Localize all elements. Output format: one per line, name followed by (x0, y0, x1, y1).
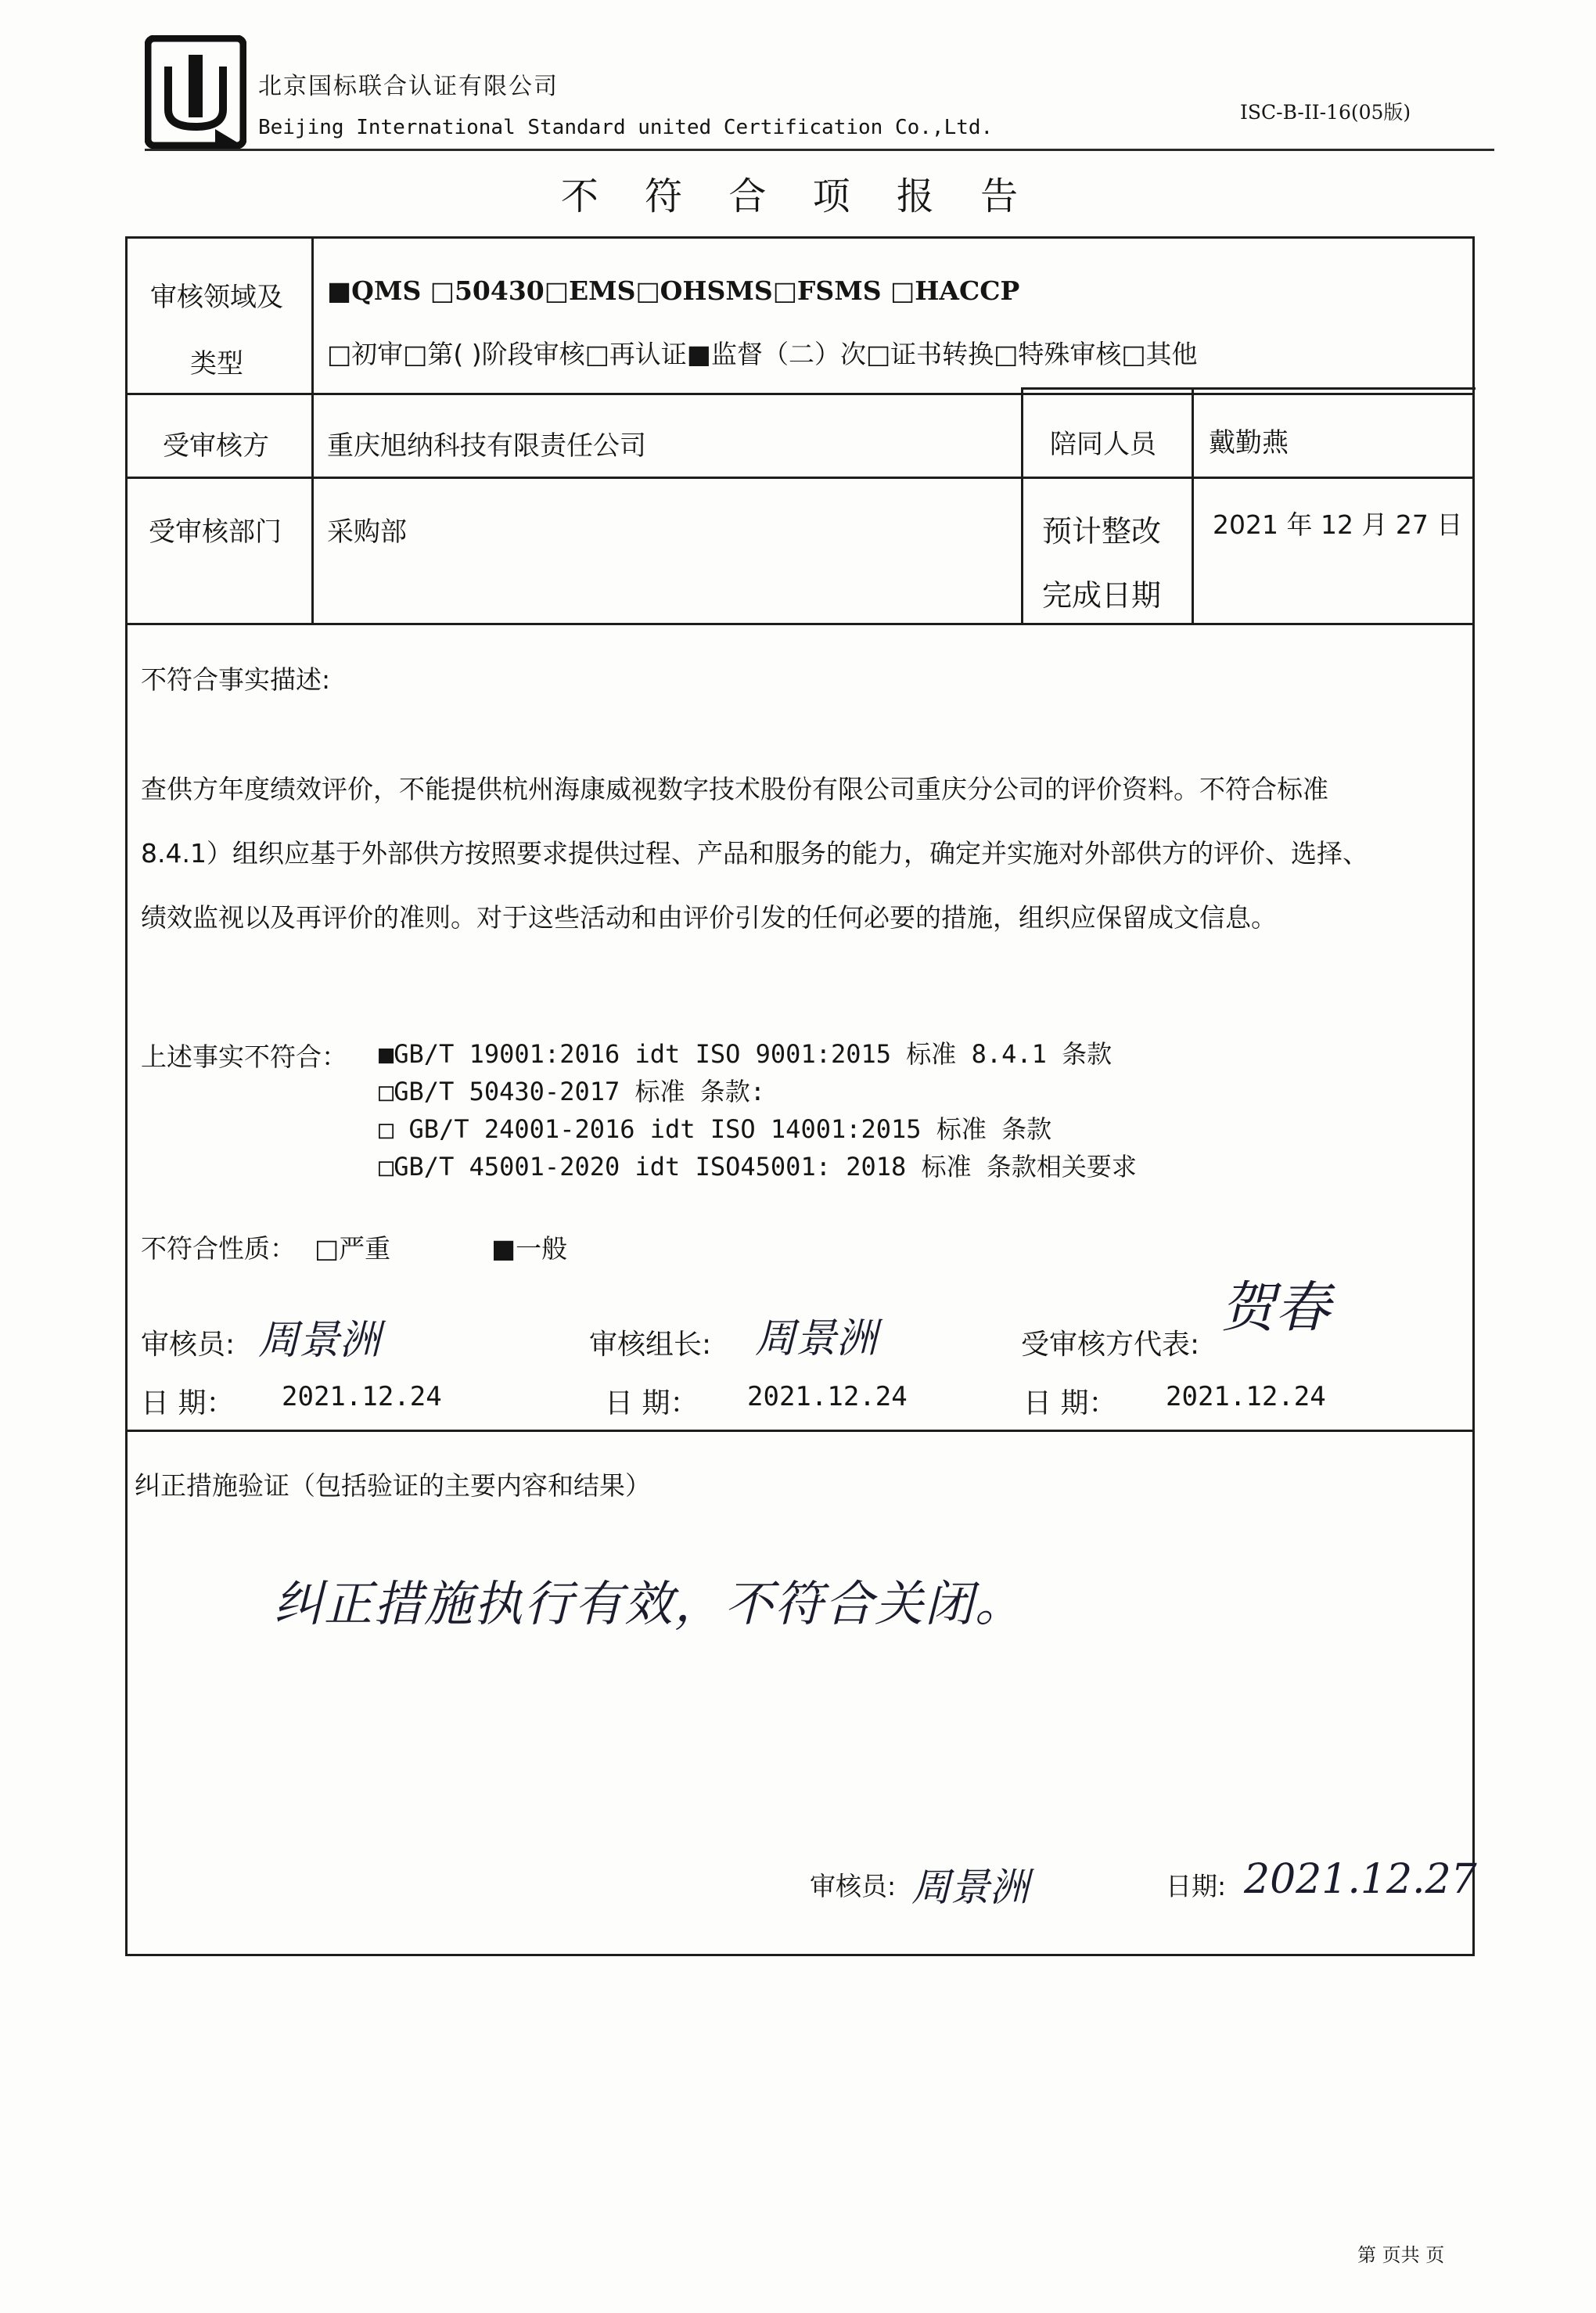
verification-auditor-label: 审核员: (810, 1871, 897, 1901)
date-label: 日 期： (605, 1387, 699, 1419)
nc-description-line: 查供方年度绩效评价，不能提供杭州海康威视数字技术股份有限公司重庆分公司的评价资料。不符合标准 (141, 774, 1328, 804)
team-leader-label: 审核组长: (589, 1329, 712, 1361)
col-divider (1021, 387, 1023, 623)
verification-date-label: 日期: (1166, 1871, 1227, 1901)
col-divider (311, 239, 314, 623)
nc-description-line: 绩效监视以及再评价的准则。对于这些活动和由评价引发的任何必要的措施，组织应保留成文信息。 (141, 902, 1277, 933)
date-label: 日 期： (1023, 1387, 1117, 1419)
verification-auditor-signature: 周景洲 (911, 1865, 1029, 1910)
team-leader-date: 2021.12.24 (747, 1381, 908, 1412)
nc-description-heading: 不符合事实描述: (141, 664, 331, 695)
nature-label: 不符合性质： (141, 1233, 296, 1264)
header-divider (145, 149, 1494, 151)
due-date-value: 2021 年 12 月 27 日 (1213, 509, 1463, 540)
verification-result: 纠正措施执行有效，不符合关闭。 (274, 1575, 1026, 1632)
nature-general-option: ■一般 (491, 1233, 568, 1264)
auditee-rep-date: 2021.12.24 (1166, 1381, 1326, 1412)
escort-label: 陪同人员 (1050, 429, 1156, 460)
row-divider (1022, 387, 1476, 390)
document-code: ISC-B-II-16(05版) (1240, 101, 1411, 124)
nature-serious-option: □严重 (315, 1233, 391, 1264)
row-divider (128, 477, 1475, 479)
verification-date: 2021.12.27 (1244, 1856, 1477, 1903)
auditor-date: 2021.12.24 (282, 1381, 442, 1412)
standard-clause: □GB/T 50430-2017 标准 条款: (379, 1077, 766, 1106)
due-date-label: 预计整改 (1042, 514, 1162, 549)
company-logo (145, 35, 246, 149)
row-divider (128, 393, 1475, 395)
standard-clause: □GB/T 45001-2020 idt ISO45001: 2018 标准 条款相关要求 (379, 1152, 1137, 1182)
standard-prefix: 上述事实不符合： (141, 1041, 347, 1072)
domain-label-2: 类型 (190, 348, 243, 380)
domain-label: 审核领域及 (150, 282, 283, 313)
nc-description (141, 757, 1471, 950)
report-form (125, 236, 1475, 1956)
nc-description-line: 8.4.1）组织应基于外部供方按照要求提供过程、产品和服务的能力，确定并实施对外部供方的评价、选择、 (141, 838, 1368, 869)
audit-type-options: □初审□第( )阶段审核□再认证■监督（二）次□证书转换□特殊审核□其他 (327, 339, 1198, 369)
page-number: 第 页共 页 (1357, 2244, 1445, 2266)
team-leader-signature: 周景洲 (755, 1315, 878, 1362)
row-divider (128, 623, 1475, 625)
company-name-cn: 北京国标联合认证有限公司 (258, 73, 559, 100)
auditee-rep-label: 受审核方代表: (1021, 1329, 1200, 1361)
auditee-rep-signature: 贺春 (1220, 1275, 1330, 1340)
standard-clause: ■GB/T 19001:2016 idt ISO 9001:2015 标准 8.4.1 条款 (379, 1039, 1113, 1069)
date-label: 日 期： (141, 1387, 235, 1419)
row-divider (128, 1430, 1475, 1432)
company-name-en: Beijing International Standard united Certification Co.,Ltd. (258, 116, 994, 139)
auditee-value: 重庆旭纳科技有限责任公司 (327, 430, 646, 462)
department-value: 采购部 (327, 516, 407, 548)
auditor-signature: 周景洲 (258, 1317, 381, 1364)
verification-heading: 纠正措施验证（包括验证的主要内容和结果） (135, 1470, 651, 1501)
escort-value: 戴勤燕 (1209, 427, 1289, 459)
auditor-label: 审核员: (141, 1329, 235, 1361)
department-label: 受审核部门 (149, 516, 282, 548)
auditee-label: 受审核方 (163, 430, 269, 462)
standard-clause: □ GB/T 24001-2016 idt ISO 14001:2015 标准 条款 (379, 1114, 1052, 1144)
page-title: 不 符 合 项 报 告 (560, 174, 1036, 218)
col-divider (1192, 387, 1194, 623)
due-date-label-2: 完成日期 (1042, 578, 1162, 613)
domain-options: ■QMS □50430□EMS□OHSMS□FSMS □HACCP (327, 275, 1020, 306)
